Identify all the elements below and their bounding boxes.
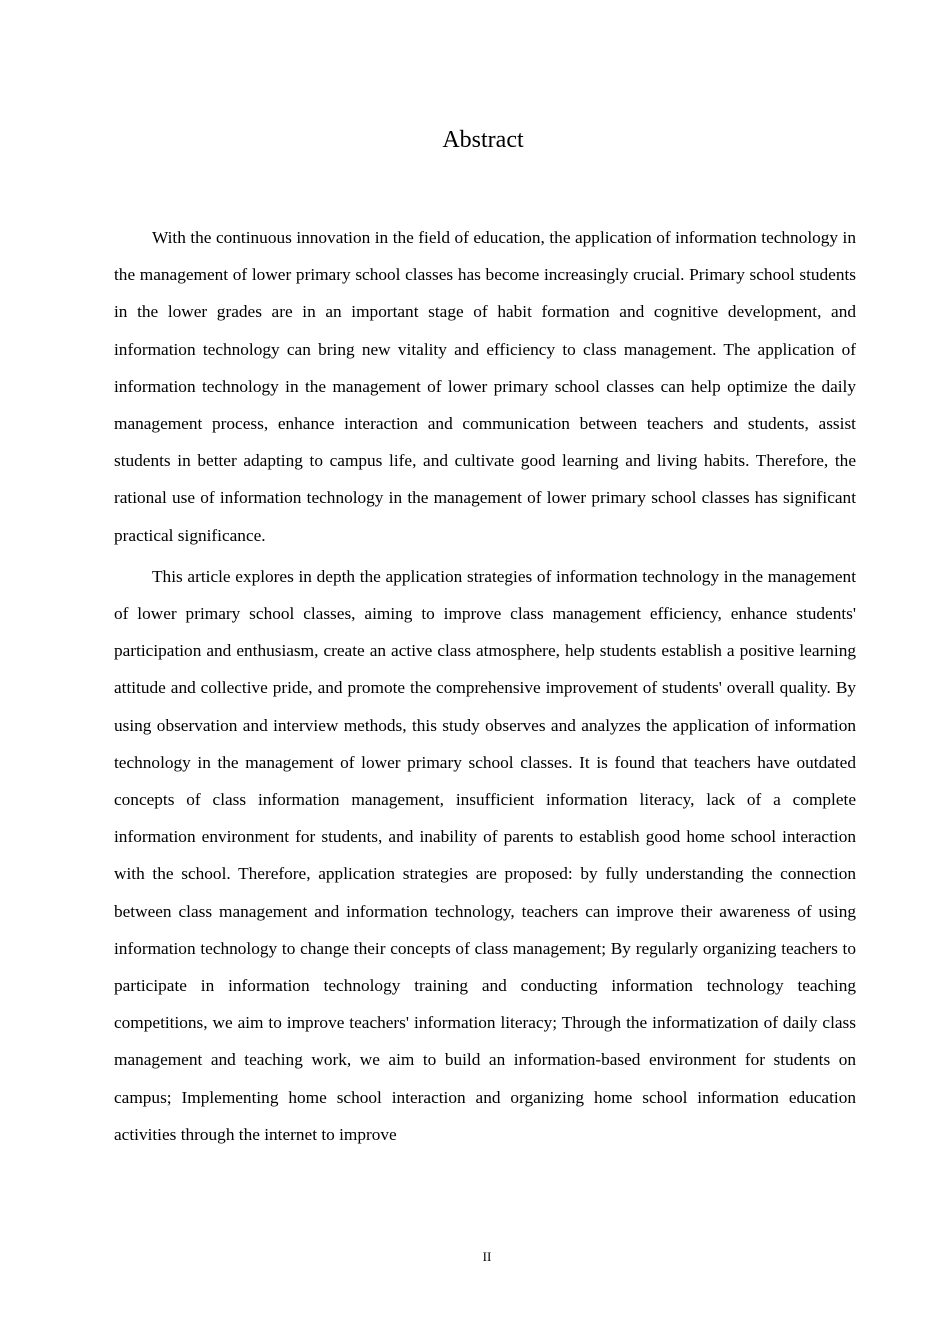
abstract-body (114, 219, 856, 1157)
page-title: Abstract (442, 127, 524, 153)
page-number: II (482, 1249, 492, 1264)
abstract-paragraph-1: With the continuous innovation in the field of education, the application of information technology in the management of lower primary school classes has become increasingly crucial. Primary school students in the lower grades are in an important stage of habit formation and cognitive development, and information technology can bring new vitality and efficiency to class management. The application of information technology in the management of lower primary school classes can help optimize the daily management process, enhance interaction and communication between teachers and students, assist students in better adapting to campus life, and cultivate good learning and living habits. Therefore, the rational use of information technology in the management of lower primary school classes has significant practical significance. (114, 228, 856, 545)
abstract-paragraph-2: This article explores in depth the application strategies of information technology in the management of lower primary school classes, aiming to improve class management efficiency, enhance students' participation and enthusiasm, create an active class atmosphere, help students establish a positive learning attitude and collective pride, and promote the comprehensive improvement of students' overall quality. By using observation and interview methods, this study observes and analyzes the application of information technology in the management of lower primary school classes. It is found that teachers have outdated concepts of class information management, insufficient information literacy, lack of a complete information environment for students, and inability of parents to establish good home school interaction with the school. Therefore, application strategies are proposed: by fully understanding the connection between class management and information technology, teachers can improve their awareness of using information technology to change their concepts of class management; By regularly organizing teachers to participate in information technology training and conducting information technology teaching competitions, we aim to improve teachers' information literacy; Through the informatization of daily class management and teaching work, we aim to build an information-based environment for students on campus; Implementing home school interaction and organizing home school information education activities through the internet to improve (114, 566, 856, 1144)
